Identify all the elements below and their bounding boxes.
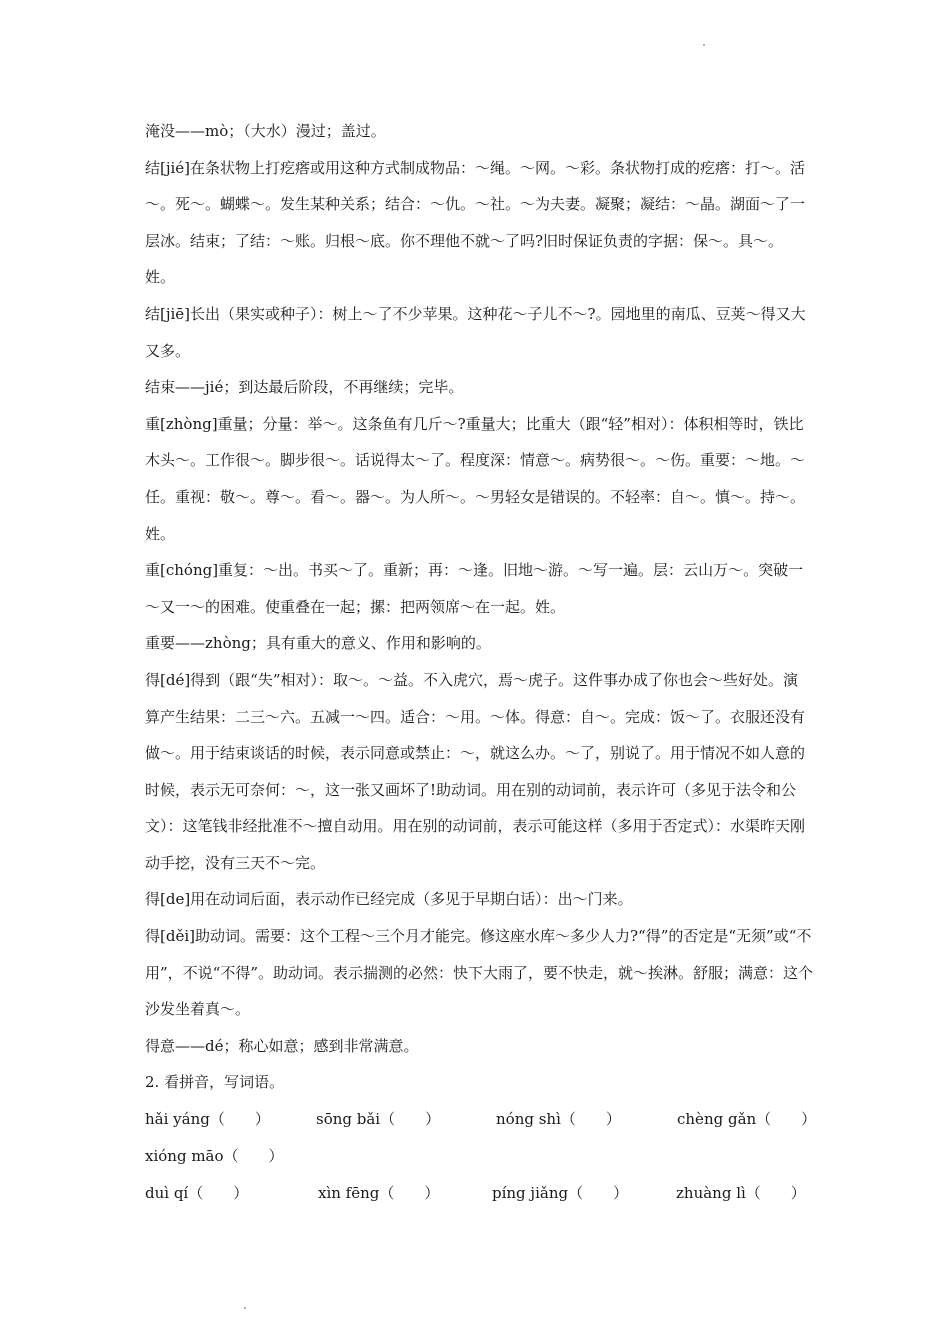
pinyin-blank[interactable]: nóng shì（ ） bbox=[496, 1110, 621, 1129]
entry-yanmo: 淹没——mò；（大水）漫过；盖过。 bbox=[145, 122, 386, 140]
entry-de-neutral: 得[de]用在动词后面，表示动作已经完成（多见于早期白话）：出～门来。 bbox=[145, 890, 633, 909]
entry-jieshu: 结束——jié；到达最后阶段，不再继续；完毕。 bbox=[145, 378, 464, 397]
scan-speck bbox=[703, 44, 705, 46]
entry-dei3: 得[děi]助动词。需要：这个工程～三个月才能完。修这座水库～多少人力?“得”的否定是“无须”或“不用”，不说“不得”。助动词。表示揣测的必然：快下大雨了，要不快走，就～挨淋。舒服；满意：这个沙发坐着真～。 bbox=[145, 927, 814, 1019]
pinyin-blank[interactable]: duì qí（ ） bbox=[145, 1184, 249, 1203]
pinyin-row-1 bbox=[145, 1101, 817, 1138]
entry-chong2: 重[chóng]重复：～出。书买～了。重新；再：～逢。旧地～游。～写一遍。层：云山万～。突破一～又一～的困难。使重叠在一起；摞：把两领席～在一起。姓。 bbox=[145, 561, 804, 616]
entry-jie2: 结[jié]在条状物上打疙瘩或用这种方式制成物品：～绳。～网。～彩。条状物打成的疙瘩：打～。活～。死～。蝴蝶～。发生某种关系；结合：～仇。～社。～为夫妻。凝聚；凝结：～晶。湖面～了一层冰。结束；了结：～账。归根～底。你不理他不就～了吗?旧时保证负责的字据：保～。具～。姓。 bbox=[145, 158, 806, 287]
pinyin-blank[interactable]: zhuàng lì（ ） bbox=[676, 1184, 806, 1203]
pinyin-blank[interactable]: chèng gǎn（ ） bbox=[677, 1110, 817, 1129]
pinyin-blank[interactable]: xìn fēng（ ） bbox=[318, 1184, 440, 1203]
entry-jie1: 结[jiē]长出（果实或种子）：树上～了不少苹果。这种花～子儿不～?。园地里的南瓜、豆荚～得又大又多。 bbox=[145, 304, 806, 360]
pinyin-blank[interactable]: hǎi yáng（ ） bbox=[145, 1110, 270, 1129]
pinyin-row-2 bbox=[145, 1138, 813, 1175]
scan-speck bbox=[244, 1307, 246, 1309]
entry-deyi: 得意——dé；称心如意；感到非常满意。 bbox=[145, 1036, 419, 1055]
entry-zhongyao: 重要——zhòng；具有重大的意义、作用和影响的。 bbox=[145, 634, 491, 653]
entry-zhong4: 重[zhòng]重量；分量：举～。这条鱼有几斤～?重量大；比重大（跟“轻”相对）：体积相等时，铁比木头～。工作很～。脚步很～。话说得太～了。程度深：情意～。病势很～。～伤。重要：～地。～任。重视：敬～。尊～。看～。器～。为人所～。～男轻女是错误的。不轻率：自～。慎～。持～。姓。 bbox=[145, 414, 806, 543]
document-body bbox=[145, 113, 817, 1212]
pinyin-row-3 bbox=[145, 1175, 813, 1212]
question-title: 2. 看拼音，写词语。 bbox=[145, 1073, 285, 1092]
pinyin-blank[interactable]: sōng bǎi（ ） bbox=[316, 1110, 441, 1129]
pinyin-blank[interactable]: xióng māo（ ） bbox=[145, 1147, 284, 1166]
pinyin-blank[interactable]: píng jiǎng（ ） bbox=[492, 1184, 629, 1203]
entry-de2: 得[dé]得到（跟“失”相对）：取～。～益。不入虎穴，焉～虎子。这件事办成了你也会～些好处。演算产生结果：二三～六。五减一～四。适合：～用。～体。得意：自～。完成：饭～了。衣服还没有做～。用于结束谈话的时候，表示同意或禁止：～，就这么办。～了，别说了。用于情况不如人意的时候，表示无可奈何：～，这一张又画坏了!助动词。用在别的动词前，表示许可（多见于法令和公文）：这笔钱非经批准不～擅自动用。用在别的动词前，表示可能这样（多用于否定式）：水渠昨天刚动手挖，没有三天不～完。 bbox=[145, 670, 806, 872]
